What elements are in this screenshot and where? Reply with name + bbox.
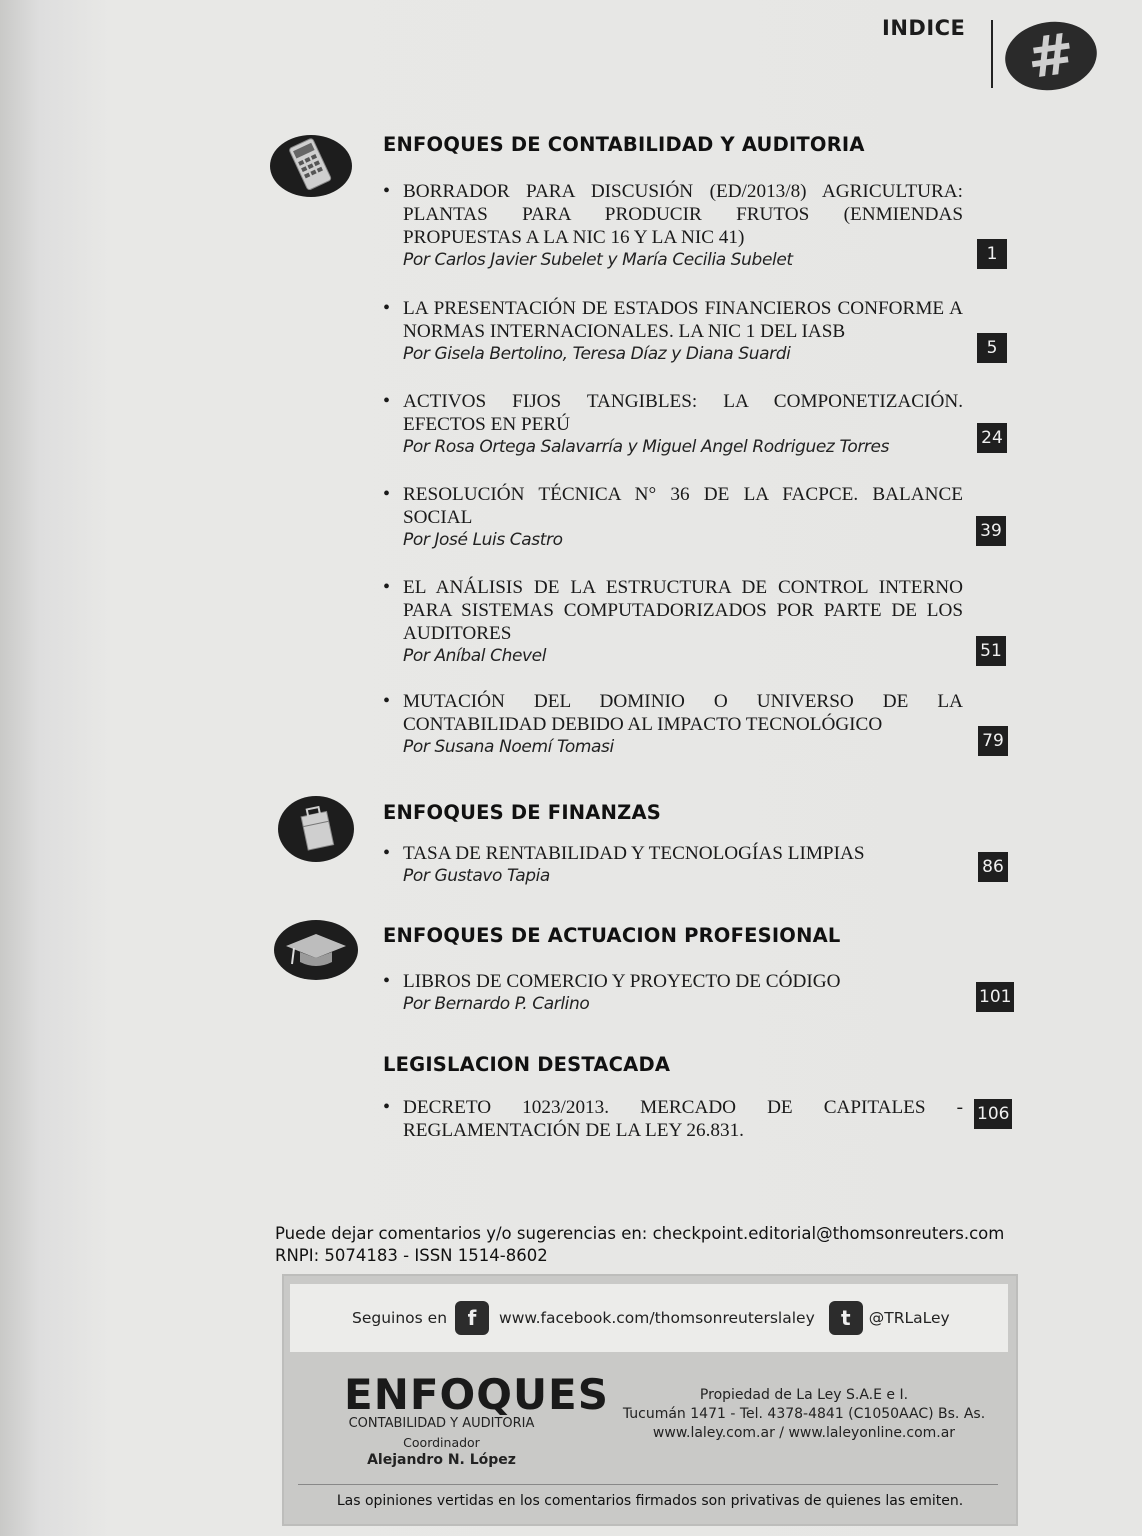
entry-title: • LA PRESENTACIÓN DE ESTADOS FINANCIEROS CONFORME A NORMAS INTERNACIONALES. LA NIC 1 DEL IASB — [383, 297, 963, 343]
entry-author: Por Susana Noemí Tomasi — [403, 737, 614, 757]
entry-author: Por Bernardo P. Carlino — [403, 994, 590, 1014]
section-title: ENFOQUES DE CONTABILIDAD Y AUDITORIA — [383, 133, 865, 156]
entry-author: Por Gisela Bertolino, Teresa Díaz y Diana Suardi — [403, 344, 791, 364]
coordinator-name: Alejandro N. López — [367, 1452, 516, 1468]
toc-entry[interactable] — [383, 180, 963, 271]
toc-entry[interactable] — [383, 390, 963, 458]
comments-note: Puede dejar comentarios y/o sugerencias en: checkpoint.editorial@thomsonreuters.com — [275, 1224, 1005, 1243]
section-contabilidad-auditoria — [383, 133, 865, 156]
publisher-websites[interactable]: www.laley.com.ar / www.laleyonline.com.ar — [652, 1425, 956, 1441]
entry-title: • TASA DE RENTABILIDAD Y TECNOLOGÍAS LIMPIAS — [383, 842, 963, 865]
facebook-link[interactable]: www.facebook.com/thomsonreuterslaley — [499, 1309, 815, 1327]
page-number: 86 — [978, 852, 1008, 882]
twitter-link[interactable]: @TRLaLey — [868, 1309, 950, 1327]
toc-entry[interactable] — [383, 1096, 963, 1142]
toc-entry[interactable] — [383, 576, 963, 667]
hash-icon: # — [1001, 16, 1102, 96]
entry-title: • MUTACIÓN DEL DOMINIO O UNIVERSO DE LA CONTABILIDAD DEBIDO AL IMPACTO TECNOLÓGICO — [383, 690, 963, 736]
entry-title: • ACTIVOS FIJOS TANGIBLES: LA COMPONETIZACIÓN. EFECTOS EN PERÚ — [383, 390, 963, 436]
twitter-icon[interactable]: t — [829, 1301, 863, 1335]
entry-author: Por Aníbal Chevel — [403, 646, 547, 666]
page-title: INDICE — [882, 16, 966, 40]
credits-box — [282, 1274, 1018, 1526]
brand-logo: ENFOQUES — [344, 1370, 609, 1419]
briefcase-icon — [278, 796, 354, 862]
toc-entry[interactable] — [383, 842, 963, 887]
page-number: 51 — [976, 636, 1006, 666]
page-number: 101 — [976, 982, 1014, 1012]
page-number: 24 — [977, 423, 1007, 453]
section-legislacion — [383, 1053, 670, 1076]
section-finanzas — [383, 801, 661, 824]
divider — [298, 1484, 998, 1485]
header-divider — [991, 20, 993, 88]
publisher-owner: Propiedad de La Ley S.A.E e I. — [699, 1387, 909, 1403]
disclaimer: Las opiniones vertidas en los comentarios firmados son privativas de quienes las emiten. — [336, 1493, 964, 1509]
entry-title: • LIBROS DE COMERCIO Y PROYECTO DE CÓDIGO — [383, 970, 963, 993]
page-number: 1 — [977, 239, 1007, 269]
section-actuacion-profesional — [383, 924, 841, 947]
entry-author: Por Rosa Ortega Salavarría y Miguel Angel Rodriguez Torres — [403, 437, 890, 457]
page-number: 106 — [974, 1099, 1012, 1129]
page-number: 79 — [978, 726, 1008, 756]
entry-author: Por Gustavo Tapia — [403, 866, 550, 886]
facebook-icon[interactable]: f — [455, 1301, 489, 1335]
entry-title: • EL ANÁLISIS DE LA ESTRUCTURA DE CONTROL INTERNO PARA SISTEMAS COMPUTADORIZADOS POR PARTE DE LOS AUDITORES — [383, 576, 963, 645]
social-label: Seguinos en — [352, 1309, 448, 1327]
entry-author: Por Carlos Javier Subelet y María Cecilia Subelet — [403, 250, 793, 270]
toc-entry[interactable] — [383, 690, 963, 758]
entry-author: Por José Luis Castro — [403, 530, 563, 550]
rnpi-line: RNPI: 5074183 - ISSN 1514-8602 — [275, 1246, 548, 1265]
entry-title: • DECRETO 1023/2013. MERCADO DE CAPITALES - REGLAMENTACIÓN DE LA LEY 26.831. — [383, 1096, 963, 1142]
page-number: 39 — [976, 516, 1006, 546]
publisher-info — [609, 1386, 999, 1443]
toc-entry[interactable] — [383, 483, 963, 551]
social-bar — [290, 1284, 1008, 1352]
toc-entry[interactable] — [383, 970, 963, 1015]
entry-title: • BORRADOR PARA DISCUSIÓN (ED/2013/8) AGRICULTURA: PLANTAS PARA PRODUCIR FRUTOS (ENMIENDAS PROPUESTAS A LA NIC 16 Y LA NIC 41) — [383, 180, 963, 249]
brand-subtitle: CONTABILIDAD Y AUDITORIA — [348, 1416, 535, 1431]
entry-title: • RESOLUCIÓN TÉCNICA N° 36 DE LA FACPCE. BALANCE SOCIAL — [383, 483, 963, 529]
section-title: ENFOQUES DE ACTUACION PROFESIONAL — [383, 924, 841, 947]
calculator-icon — [270, 135, 352, 197]
publisher-address: Tucumán 1471 - Tel. 4378-4841 (C1050AAC) Bs. As. — [622, 1406, 986, 1422]
graduation-cap-icon — [274, 920, 358, 980]
section-title: LEGISLACION DESTACADA — [383, 1053, 671, 1076]
page-number: 5 — [977, 333, 1007, 363]
toc-entry[interactable] — [383, 297, 963, 365]
coordinator-label: Coordinador — [403, 1435, 480, 1450]
section-title: ENFOQUES DE FINANZAS — [383, 801, 661, 824]
